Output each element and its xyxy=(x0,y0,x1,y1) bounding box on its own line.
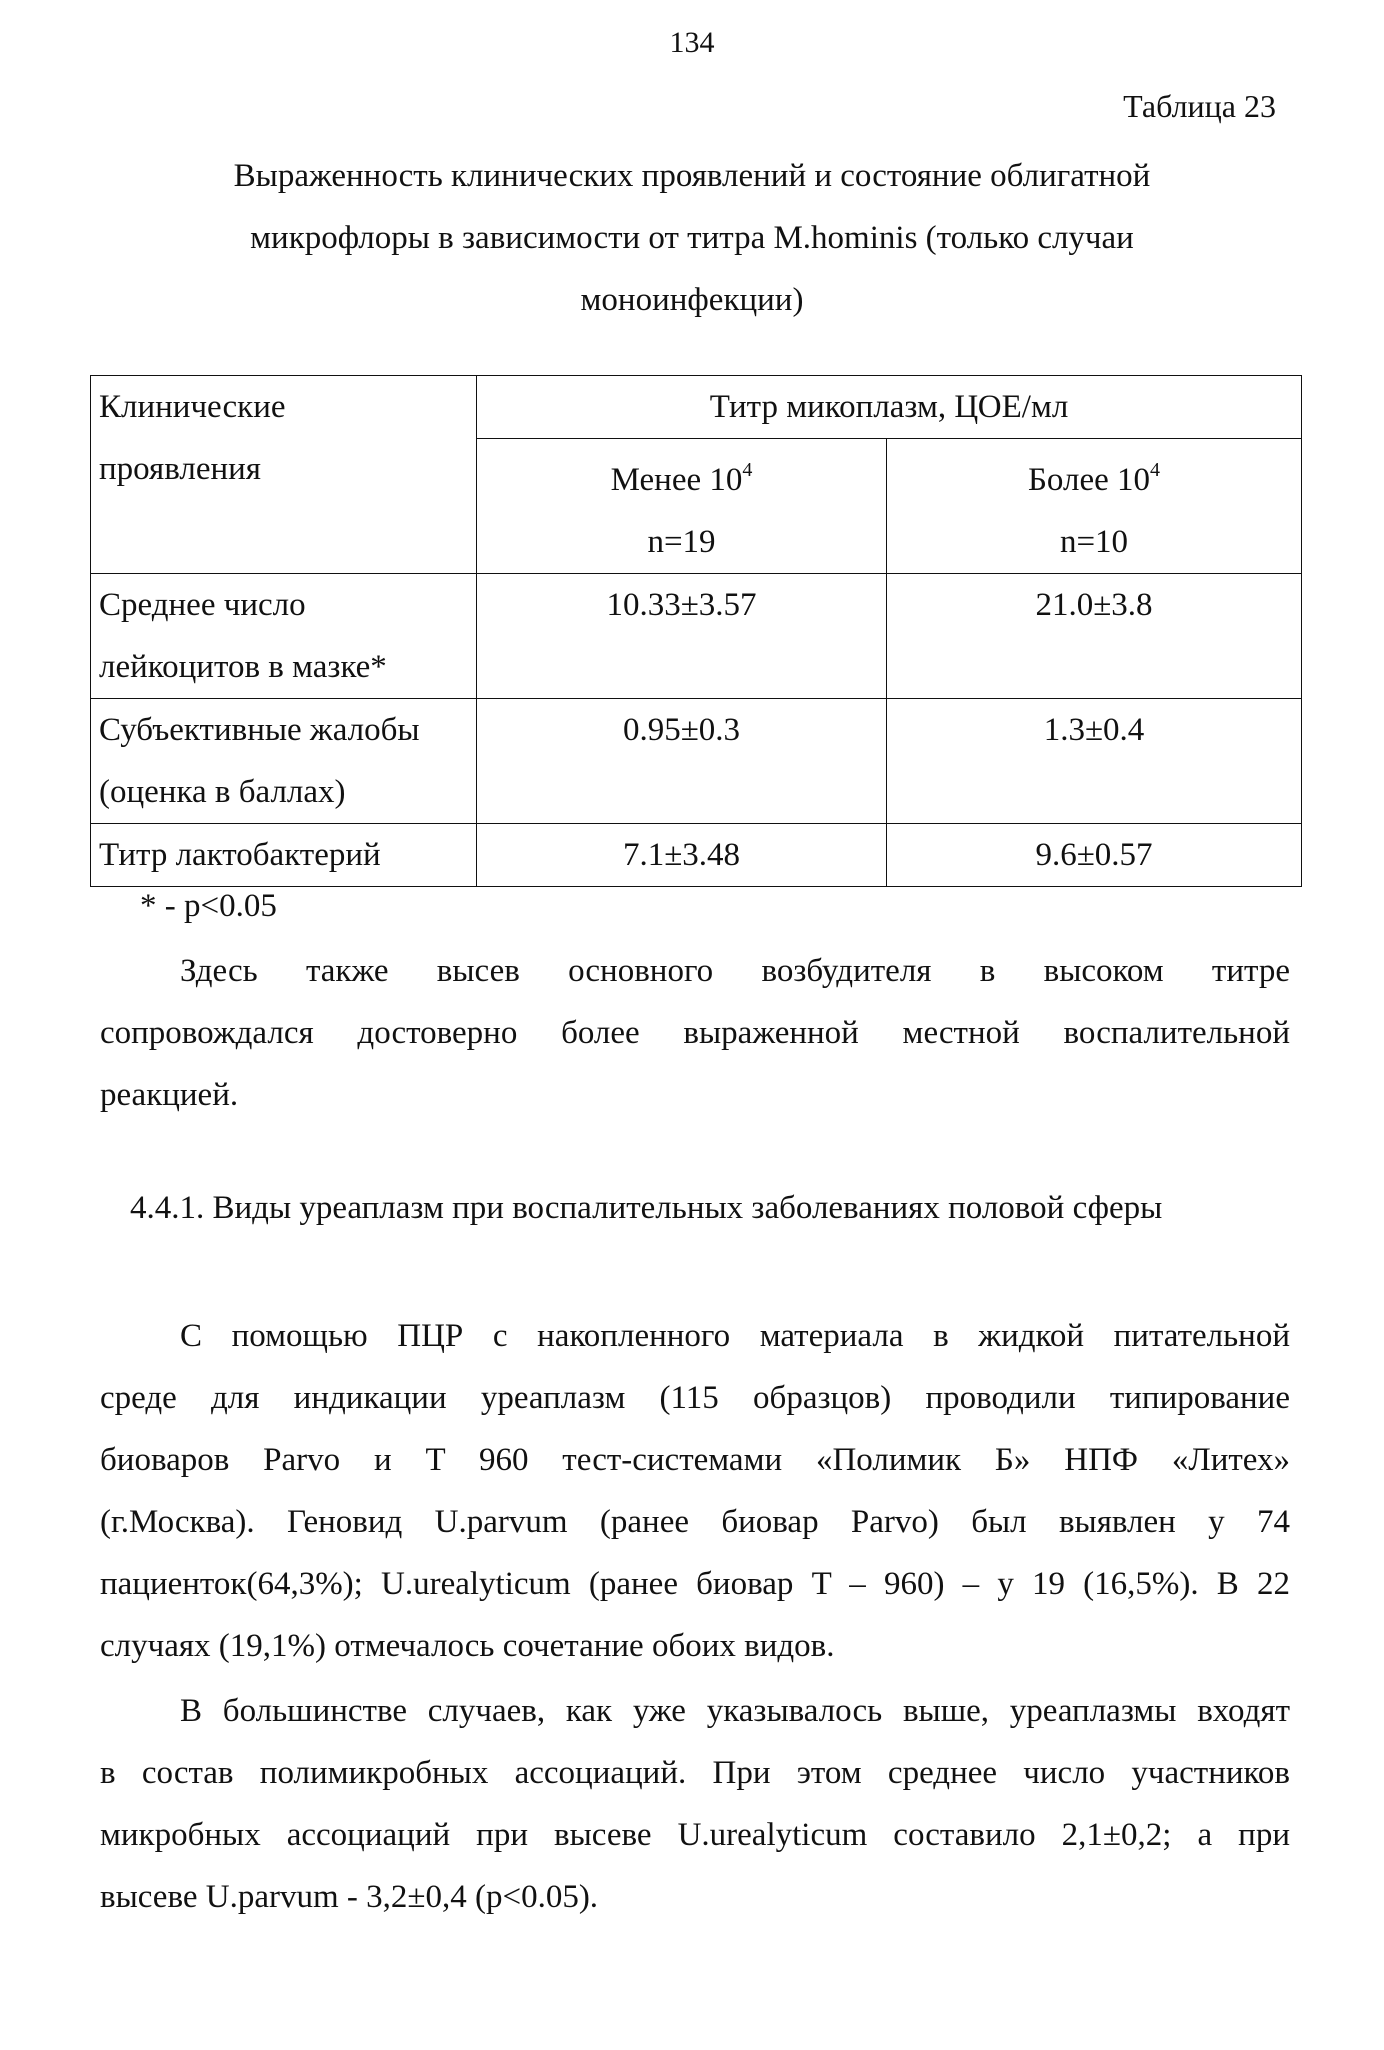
section-heading: 4.4.1. Виды уреаплазм при воспалительных заболеваниях половой сферы xyxy=(130,1190,1163,1226)
row-value: 10.33±3.57 xyxy=(477,574,887,699)
footnote: * - p<0.05 xyxy=(140,888,277,924)
row-value: 1.3±0.4 xyxy=(887,699,1302,824)
title-line: моноинфекции) xyxy=(580,282,804,318)
group-header: Титр микоплазм, ЦОЕ/мл xyxy=(477,376,1302,439)
row-label: Субъективные жалобы (оценка в баллах) xyxy=(91,699,477,824)
table-title xyxy=(150,145,1234,331)
row-label: Среднее число лейкоцитов в мазке* xyxy=(91,574,477,699)
col1-header: Клинические проявления xyxy=(91,376,477,574)
table-row xyxy=(91,699,1302,824)
paragraph-1: Здесь также высев основного возбудителя в высоком титре сопровождался достоверно более выраженной местной воспалительной реакцией. xyxy=(100,953,1290,1113)
table-number: Таблица 23 xyxy=(1123,88,1276,124)
table-row xyxy=(91,824,1302,887)
row-value: 21.0±3.8 xyxy=(887,574,1302,699)
col3-header: Более $10^4$ n=10 xyxy=(887,439,1302,574)
title-line: микрофлоры в зависимости от титра M.hominis (только случаи xyxy=(250,220,1134,256)
row-value: 9.6±0.57 xyxy=(887,824,1302,887)
row-value: 0.95±0.3 xyxy=(477,699,887,824)
data-table xyxy=(90,375,1302,887)
paragraph-3: В большинстве случаев, как уже указывалось выше, уреаплазмы входят в состав полимикробных ассоциаций. При этом среднее число участников микробных ассоциаций при высеве U.urealyticum составило 2,1±0,2; а при высеве U.parvum - 3,2±0,4 (p<0.05). xyxy=(100,1693,1290,1915)
paragraph-2: С помощью ПЦР с накопленного материала в жидкой питательной среде для индикации уреаплазм (115 образцов) проводили типирование биоваров Parvo и T 960 тест-системами «Полимик Б» НПФ «Литех» (г.Москва). Геновид U.parvum (ранее биовар Parvo) был выявлен у 74 пациенток(64,3%); U.urealyticum (ранее биовар T – 960) – у 19 (16,5%). В 22 случаях (19,1%) отмечалось сочетание обоих видов. xyxy=(100,1318,1290,1664)
page-number: 134 xyxy=(669,26,715,59)
col2-header: Менее $10^4$ n=19 xyxy=(477,439,887,574)
row-label: Титр лактобактерий xyxy=(91,824,477,887)
row-value: 7.1±3.48 xyxy=(477,824,887,887)
table-row xyxy=(91,574,1302,699)
title-line: Выраженность клинических проявлений и состояние облигатной xyxy=(233,158,1151,194)
